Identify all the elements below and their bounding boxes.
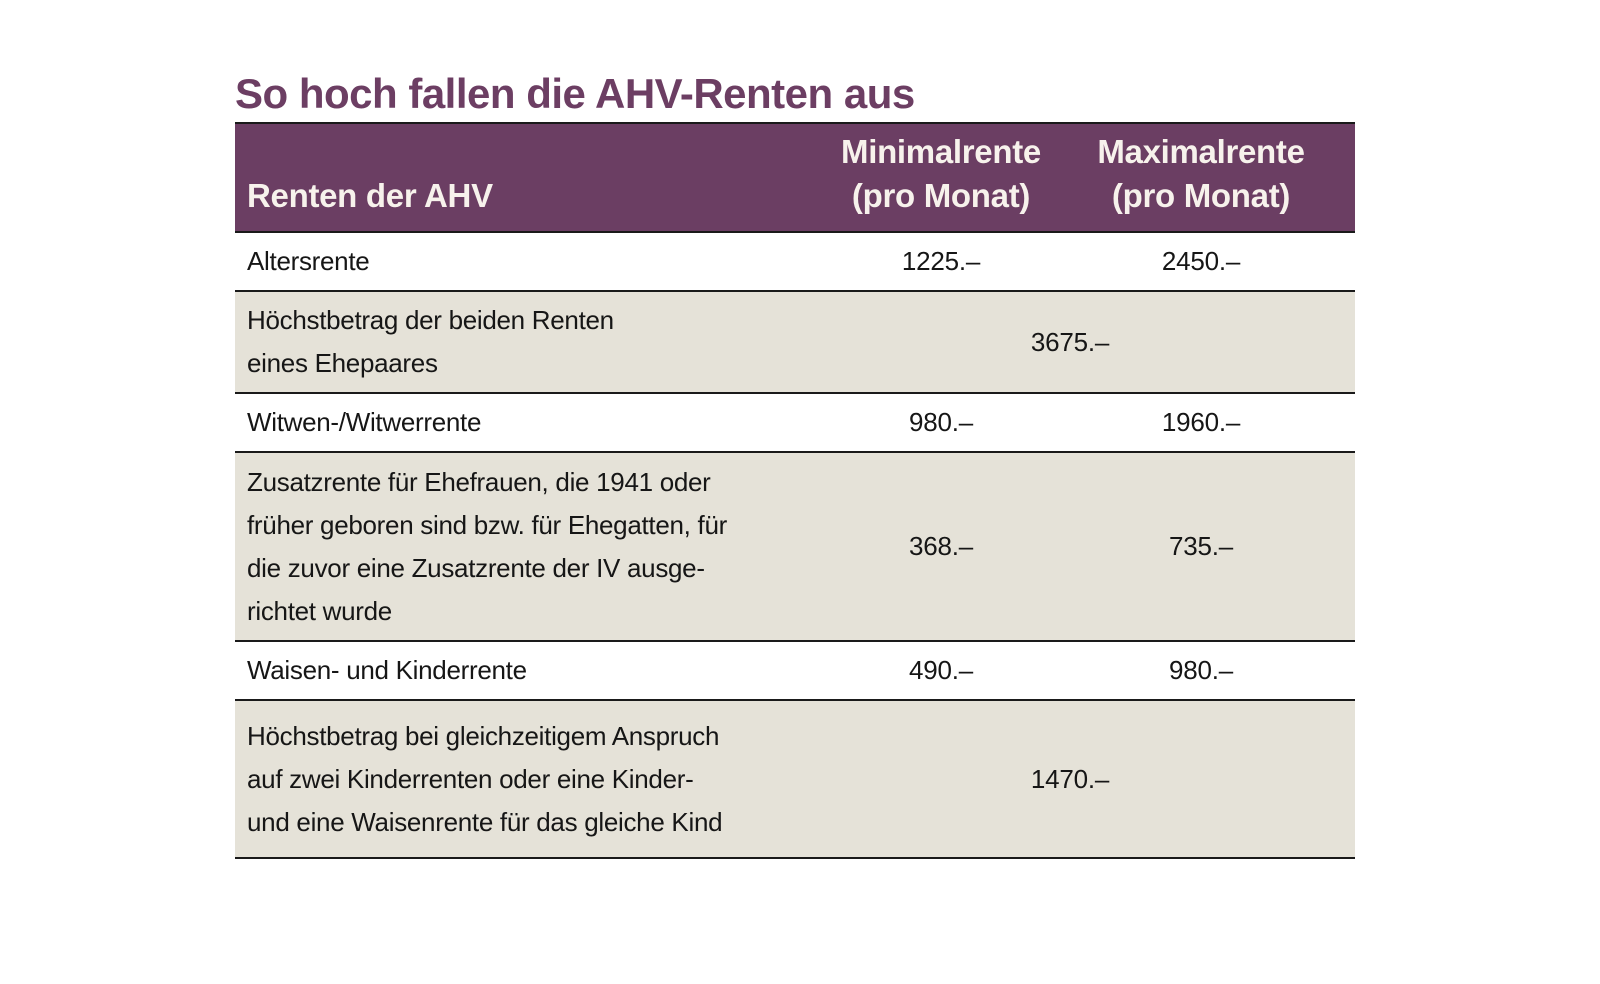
row-label-line: eines Ehepaares [247,348,438,378]
column-header-minimalrente-line1: Minimalrente [841,133,1041,170]
row-label [235,642,810,699]
table-row-witwenrente [235,394,1355,453]
table-header-row [235,122,1355,233]
row-label [235,454,810,640]
table-row-altersrente [235,233,1355,292]
row-label-line: Zusatzrente für Ehefrauen, die 1941 oder [247,466,711,497]
table-row-zusatzrente [235,453,1355,642]
row-label-line: Witwen-/Witwerrente [247,407,482,437]
min-value: 490.– [908,655,974,685]
row-label-line: die zuvor eine Zusatzrente der IV ausge- [247,552,705,583]
row-label-line: auf zwei Kinderrenten oder eine Kinder- [247,763,694,794]
column-header-minimalrente-line2: (pro Monat) [851,177,1031,214]
row-label-line: richtet wurde [247,595,392,626]
row-label [235,233,810,290]
row-label-line: Höchstbetrag bei gleichzeitigem Anspruch [247,720,720,751]
min-value: 980.– [908,407,974,437]
combined-value: 3675.– [1030,326,1110,357]
table-row-waisenrente [235,642,1355,701]
max-value: 1960.– [1161,407,1241,437]
row-label-line: Höchstbetrag der beiden Renten [247,305,614,335]
table-row-hoechstbetrag-kinderrenten [235,701,1355,859]
min-value: 1225.– [901,246,981,276]
max-value: 735.– [1168,531,1234,561]
row-label [235,292,810,392]
row-label [235,394,810,451]
page-title: So hoch fallen die AHV-Renten aus [235,70,915,117]
row-label-line: Waisen- und Kinderrente [247,655,527,685]
ahv-renten-table [235,122,1355,859]
column-header-minimalrente [810,130,1072,218]
column-header-renten-der-ahv: Renten der AHV [247,177,493,214]
max-value: 980.– [1168,655,1234,685]
row-label-line: Altersrente [247,246,370,276]
row-label [235,708,810,851]
table-row-hoechstbetrag-ehepaar [235,292,1355,394]
max-value: 2450.– [1161,246,1241,276]
column-header-maximalrente-line2: (pro Monat) [1111,177,1291,214]
content-block [235,68,1355,859]
column-header-maximalrente [1072,130,1355,218]
column-header-maximalrente-line1: Maximalrente [1097,133,1305,170]
row-label-line: früher geboren sind bzw. für Ehegatten, für [247,509,727,540]
min-value: 368.– [908,531,974,561]
combined-value: 1470.– [1030,763,1110,794]
row-label-line: und eine Waisenrente für das gleiche Kind [247,806,723,837]
